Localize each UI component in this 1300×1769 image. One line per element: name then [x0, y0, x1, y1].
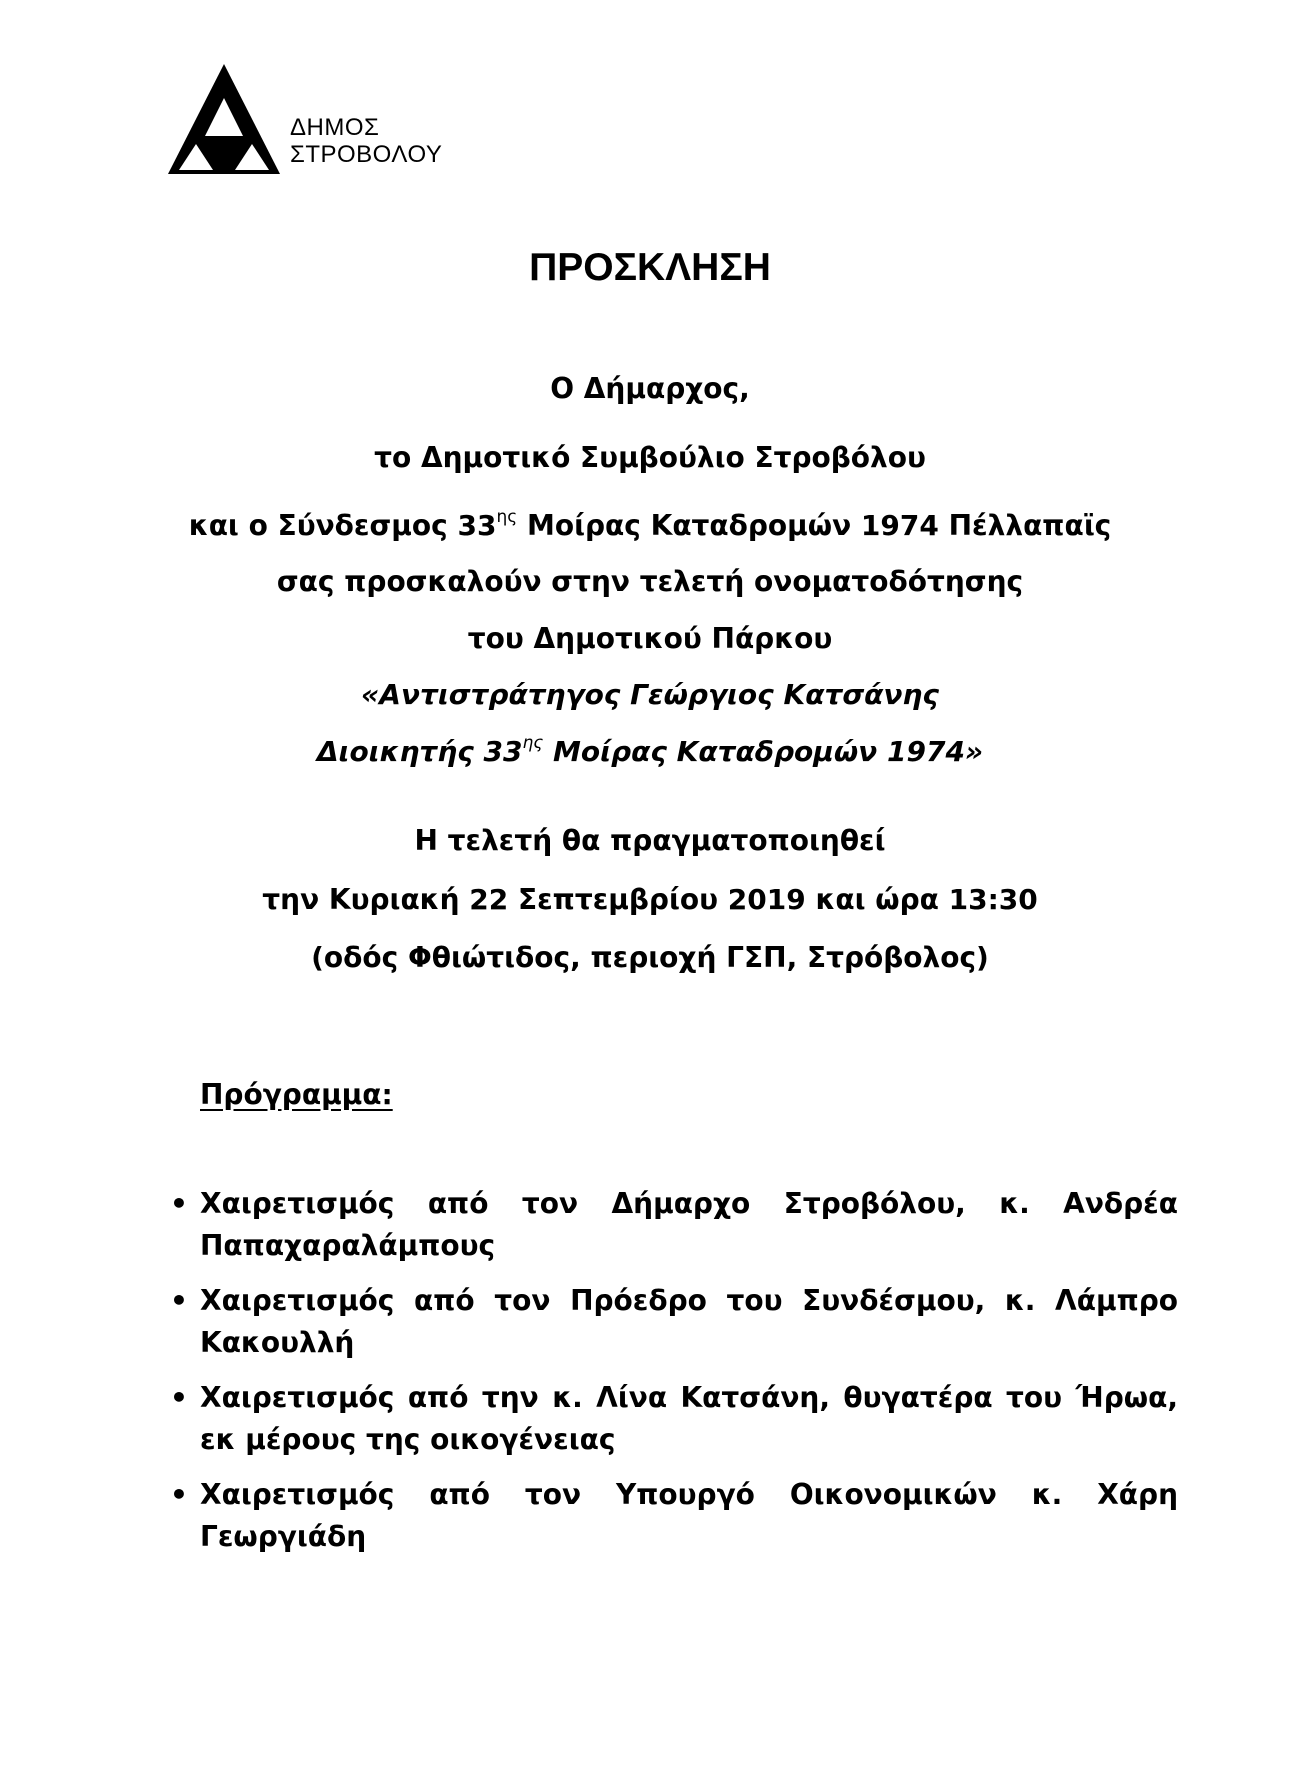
program-list — [200, 1183, 1178, 1571]
program-heading: Πρόγραμμα: — [200, 1078, 393, 1111]
ceremony-date: την Κυριακή 22 Σεπτεμβρίου 2019 και ώρα 13:30 — [262, 883, 1038, 916]
park-name-line: «Αντιστράτηγος Γεώργιος Κατσάνης — [361, 678, 939, 711]
park-name-text-a: Διοικητής 33 — [316, 735, 523, 768]
invitation-line-association — [0, 509, 1300, 542]
ceremony-line: Η τελετή θα πραγματοποιηθεί — [414, 824, 886, 857]
park-name-line-2 — [0, 735, 1300, 768]
invitation-line-council: το Δημοτικό Συμβούλιο Στροβόλου — [374, 441, 926, 474]
logo-wordmark — [290, 114, 442, 168]
invitation-line-mayor: Ο Δήμαρχος, — [550, 372, 750, 405]
list-item: • Χαιρετισμός από τον Πρόεδρο του Συνδέσμου, κ. Λάμπρο Κακουλλή — [200, 1280, 1178, 1364]
invitation-line-ceremony: σας προσκαλούν στην τελετή ονοματοδότησης — [276, 565, 1024, 598]
ordinal-suffix: ης — [496, 507, 518, 527]
list-item: • Χαιρετισμός από τον Υπουργό Οικονομικών κ. Χάρη Γεωργιάδη — [200, 1474, 1178, 1558]
logo-line-1: ΔΗΜΟΣ — [290, 114, 380, 141]
ordinal-suffix-2: ης — [522, 733, 544, 753]
list-item: • Χαιρετισμός από τον Δήμαρχο Στροβόλου, κ. Ανδρέα Παπαχαραλάμπους — [200, 1183, 1178, 1267]
invitation-line-park: του Δημοτικού Πάρκου — [467, 622, 833, 655]
association-text-a: και ο Σύνδεσμος 33 — [188, 509, 497, 542]
list-item: • Χαιρετισμός από την κ. Λίνα Κατσάνη, θυγατέρα του Ήρωα, εκ μέρους της οικογένειας — [200, 1377, 1178, 1461]
document-title: ΠΡΟΣΚΛΗΣΗ — [529, 246, 771, 289]
triangle-logo-icon — [168, 64, 280, 174]
ceremony-location: (οδός Φθιώτιδος, περιοχή ΓΣΠ, Στρόβολος) — [311, 941, 989, 974]
logo-line-2: ΣΤΡΟΒΟΛΟΥ — [290, 141, 443, 168]
park-name-text-b: Μοίρας Καταδρομών 1974» — [543, 735, 984, 768]
association-text-b: Μοίρας Καταδρομών 1974 Πέλλαπαϊς — [517, 509, 1112, 542]
municipality-logo — [168, 64, 468, 174]
